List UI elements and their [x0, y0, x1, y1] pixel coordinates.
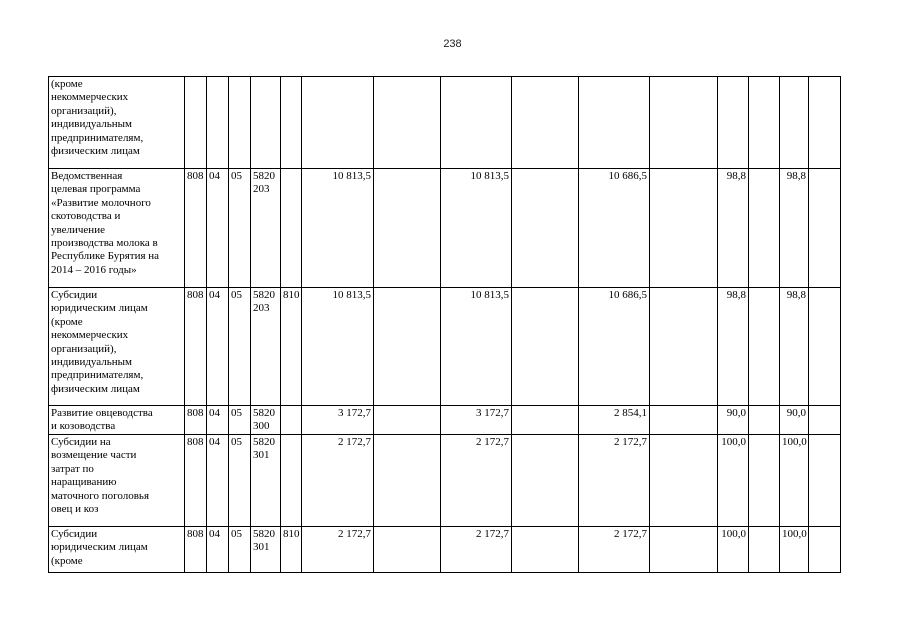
- row-name: Субсидии юридическим лицам (кроме: [49, 527, 185, 573]
- budget-table: [48, 76, 841, 573]
- subsection-code: 05: [229, 288, 251, 406]
- empty-cell: [374, 288, 441, 406]
- expense-type-code: 810: [281, 527, 302, 573]
- executed-amount: 2 172,7: [579, 435, 650, 527]
- refined-amount: 2 172,7: [441, 527, 512, 573]
- empty-cell: [374, 77, 441, 169]
- table-row: [49, 169, 841, 288]
- page-number: 238: [443, 38, 462, 50]
- pct-refined: 100,0: [780, 527, 809, 573]
- executed-amount: 2 172,7: [579, 527, 650, 573]
- pct-approved: 98,8: [718, 288, 749, 406]
- empty-cell: [749, 527, 780, 573]
- row-name: Субсидии юридическим лицам (кроме некоммерческих организаций), индивидуальным предпринимателям, физическим лицам: [49, 288, 185, 406]
- empty-cell: [650, 406, 718, 435]
- expense-type-code: [281, 77, 302, 169]
- empty-cell: [809, 527, 841, 573]
- refined-amount: 3 172,7: [441, 406, 512, 435]
- expense-type-code: [281, 169, 302, 288]
- empty-cell: [809, 435, 841, 527]
- section-code: 04: [207, 435, 229, 527]
- ministry-code: 808: [185, 435, 207, 527]
- pct-approved: [718, 77, 749, 169]
- expense-type-code: [281, 406, 302, 435]
- empty-cell: [512, 288, 579, 406]
- refined-amount: 2 172,7: [441, 435, 512, 527]
- empty-cell: [650, 288, 718, 406]
- target-code: 5820 301: [251, 527, 281, 573]
- empty-cell: [650, 435, 718, 527]
- empty-cell: [512, 77, 579, 169]
- pct-refined: 100,0: [780, 435, 809, 527]
- empty-cell: [374, 406, 441, 435]
- refined-amount: 10 813,5: [441, 169, 512, 288]
- row-name: Развитие овцеводства и козоводства: [49, 406, 185, 435]
- empty-cell: [749, 77, 780, 169]
- empty-cell: [749, 435, 780, 527]
- table-row: [49, 77, 841, 169]
- target-code: [251, 77, 281, 169]
- empty-cell: [512, 406, 579, 435]
- empty-cell: [374, 435, 441, 527]
- section-code: [207, 77, 229, 169]
- expense-type-code: 810: [281, 288, 302, 406]
- executed-amount: 10 686,5: [579, 288, 650, 406]
- pct-approved: 98,8: [718, 169, 749, 288]
- pct-approved: 100,0: [718, 527, 749, 573]
- empty-cell: [650, 77, 718, 169]
- ministry-code: 808: [185, 406, 207, 435]
- section-code: 04: [207, 527, 229, 573]
- approved-amount: 2 172,7: [302, 527, 374, 573]
- ministry-code: 808: [185, 527, 207, 573]
- empty-cell: [749, 169, 780, 288]
- refined-amount: [441, 77, 512, 169]
- executed-amount: 10 686,5: [579, 169, 650, 288]
- empty-cell: [650, 527, 718, 573]
- refined-amount: 10 813,5: [441, 288, 512, 406]
- approved-amount: 3 172,7: [302, 406, 374, 435]
- empty-cell: [809, 169, 841, 288]
- section-code: 04: [207, 288, 229, 406]
- section-code: 04: [207, 406, 229, 435]
- pct-refined: 90,0: [780, 406, 809, 435]
- row-name: Ведомственная целевая программа «Развитие молочного скотоводства и увеличение производства молока в Республике Бурятия на 2014 – 2016 годы»: [49, 169, 185, 288]
- empty-cell: [749, 288, 780, 406]
- pct-refined: [780, 77, 809, 169]
- target-code: 5820 203: [251, 288, 281, 406]
- section-code: 04: [207, 169, 229, 288]
- approved-amount: [302, 77, 374, 169]
- pct-approved: 90,0: [718, 406, 749, 435]
- empty-cell: [809, 77, 841, 169]
- ministry-code: 808: [185, 169, 207, 288]
- empty-cell: [650, 169, 718, 288]
- ministry-code: [185, 77, 207, 169]
- pct-refined: 98,8: [780, 169, 809, 288]
- subsection-code: 05: [229, 169, 251, 288]
- target-code: 5820 203: [251, 169, 281, 288]
- target-code: 5820 301: [251, 435, 281, 527]
- executed-amount: [579, 77, 650, 169]
- empty-cell: [512, 527, 579, 573]
- pct-approved: 100,0: [718, 435, 749, 527]
- empty-cell: [374, 169, 441, 288]
- table-row: [49, 435, 841, 527]
- subsection-code: 05: [229, 406, 251, 435]
- table-row: [49, 527, 841, 573]
- empty-cell: [374, 527, 441, 573]
- ministry-code: 808: [185, 288, 207, 406]
- table-row: [49, 406, 841, 435]
- approved-amount: 10 813,5: [302, 288, 374, 406]
- approved-amount: 2 172,7: [302, 435, 374, 527]
- empty-cell: [512, 435, 579, 527]
- executed-amount: 2 854,1: [579, 406, 650, 435]
- expense-type-code: [281, 435, 302, 527]
- pct-refined: 98,8: [780, 288, 809, 406]
- target-code: 5820 300: [251, 406, 281, 435]
- table-row: [49, 288, 841, 406]
- row-name: (кроме некоммерческих организаций), индивидуальным предпринимателям, физическим лицам: [49, 77, 185, 169]
- empty-cell: [749, 406, 780, 435]
- approved-amount: 10 813,5: [302, 169, 374, 288]
- empty-cell: [512, 169, 579, 288]
- row-name: Субсидии на возмещение части затрат по наращиванию маточного поголовья овец и коз: [49, 435, 185, 527]
- subsection-code: [229, 77, 251, 169]
- subsection-code: 05: [229, 435, 251, 527]
- empty-cell: [809, 288, 841, 406]
- empty-cell: [809, 406, 841, 435]
- subsection-code: 05: [229, 527, 251, 573]
